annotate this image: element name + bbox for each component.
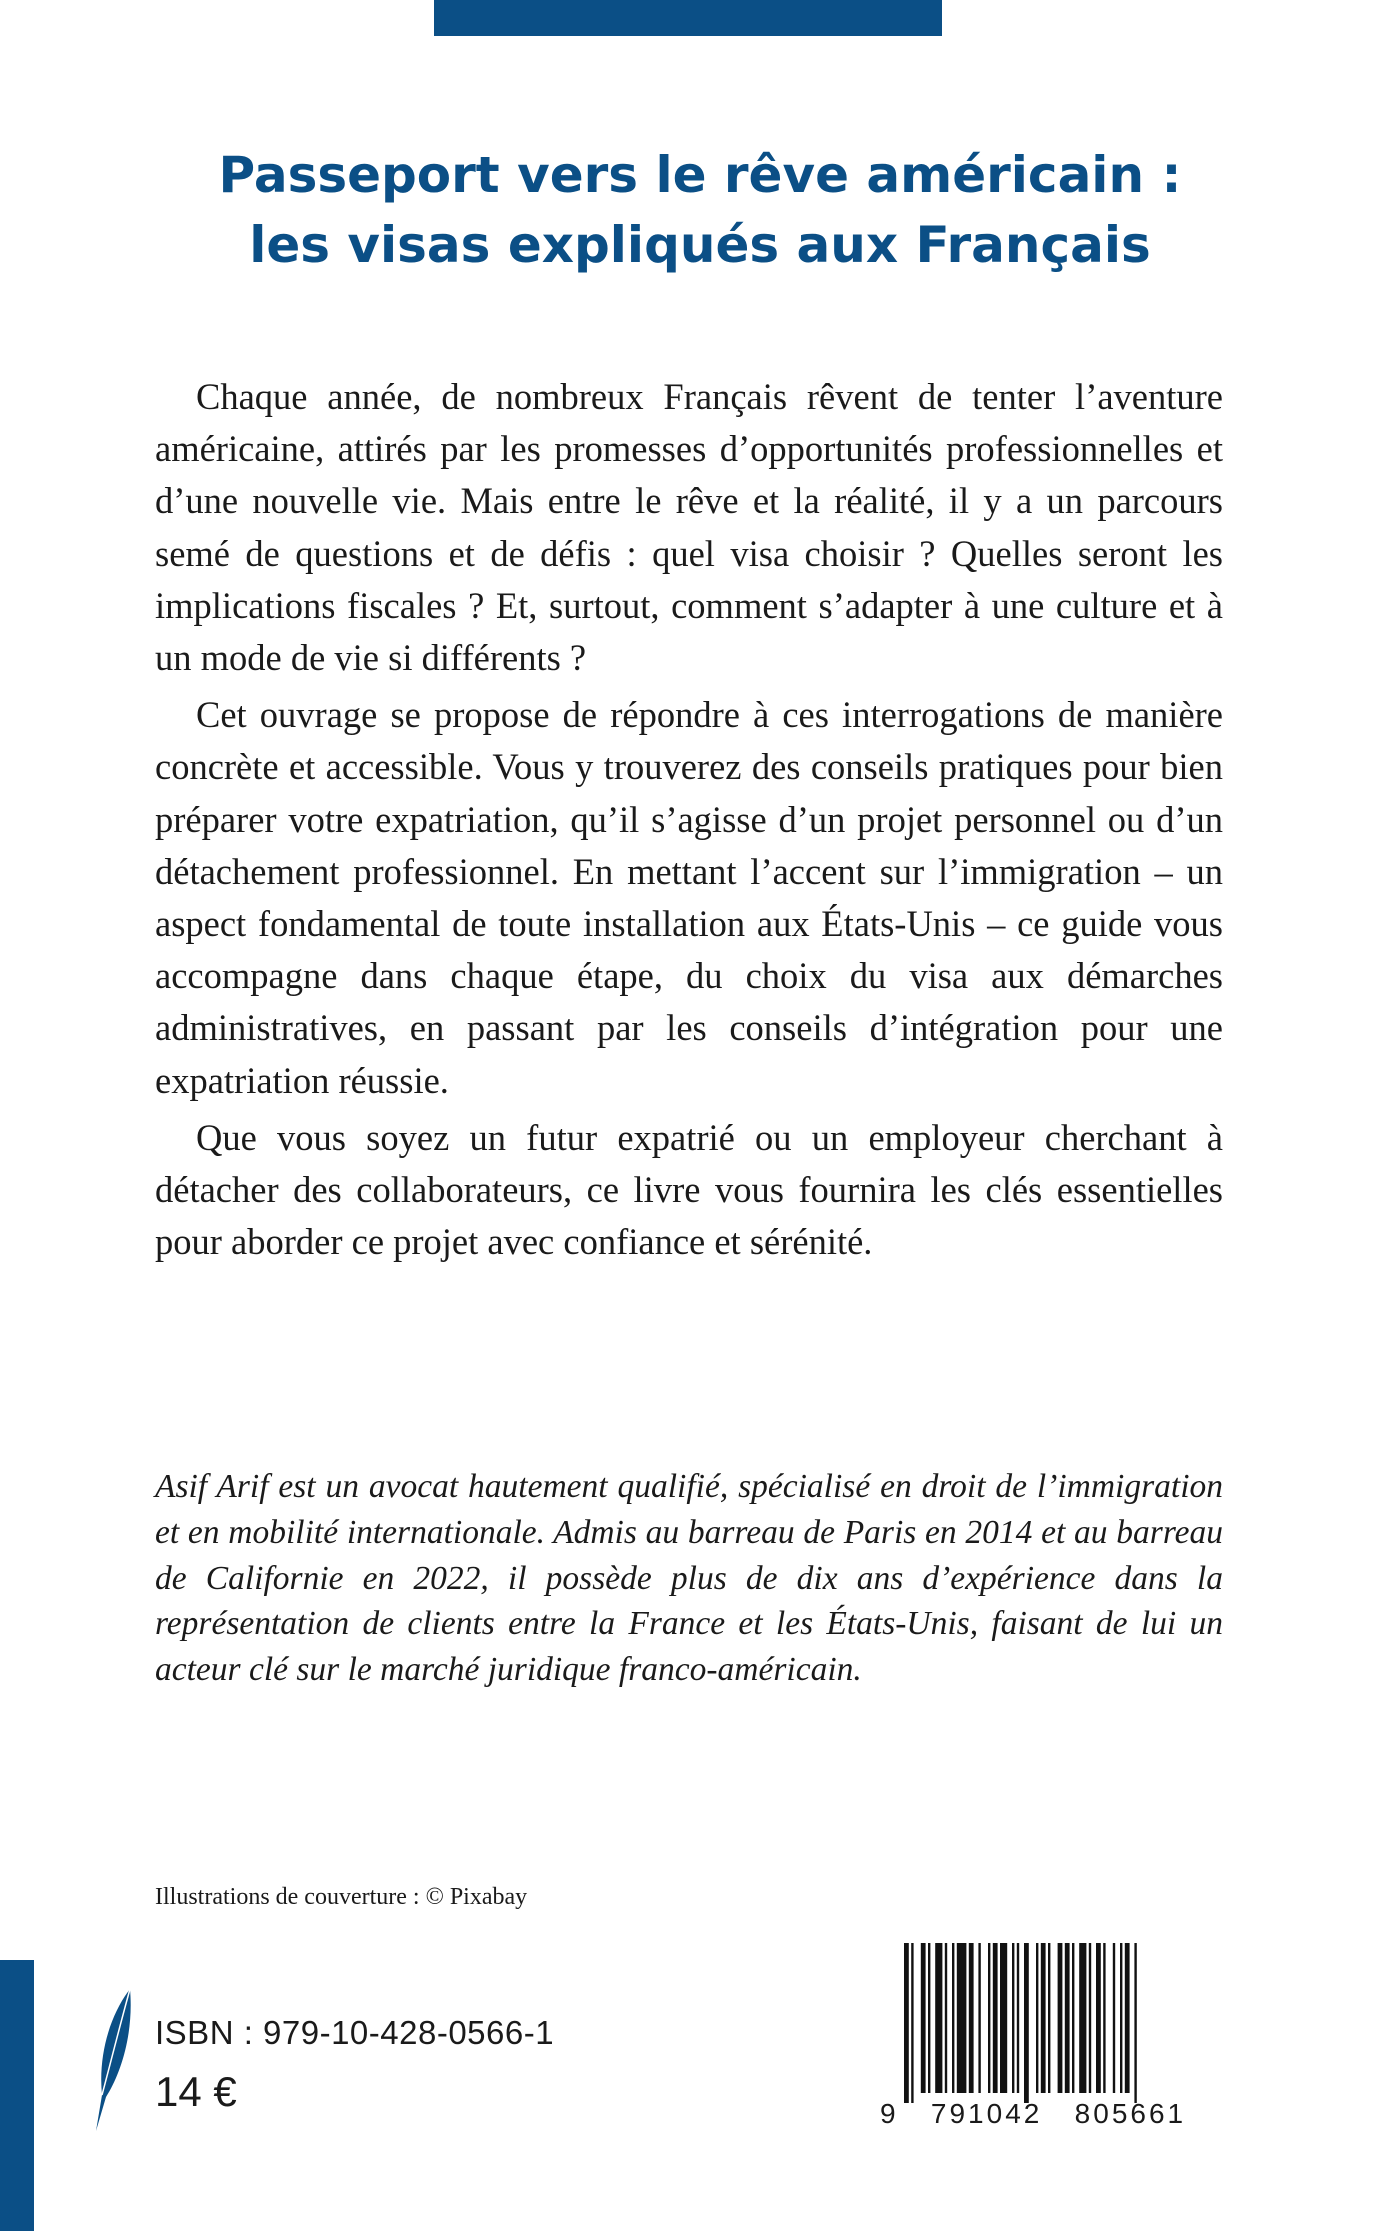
barcode-bar — [1065, 1943, 1070, 2093]
barcode-bar — [1120, 1943, 1122, 2093]
blurb-paragraph: Que vous soyez un futur expatrié ou un employeur cherchant à détacher des collaborateurs, ce livre vous fournira les clés essentielles pour aborder ce projet avec confiance et sérénité. — [155, 1116, 1223, 1263]
barcode-bar — [988, 1943, 990, 2093]
blurb-paragraph: Cet ouvrage se propose de répondre à ces interrogations de manière concrète et accessible. Vous y trouverez des conseils pratiques pour bien préparer votre expatriation, qu’il s’agisse d’un projet personnel ou d’un détachement professionnel. En mettant l’accent sur l’immigration – un aspect fondamental de toute installation aux États-Unis – ce guide vous accompagne dans chaque étape, du choix du visa aux démarches administratives, en passant par les conseils d’intégration pour une expatriation réussie. — [155, 694, 1223, 1101]
barcode-bar — [1134, 1943, 1136, 2103]
barcode-bar — [1036, 1943, 1038, 2093]
barcode-bar — [1017, 1943, 1019, 2093]
barcode-bar — [1125, 1943, 1130, 2093]
title-line-2: les visas expliqués aux Français — [249, 216, 1151, 274]
barcode-digits: 9 791042 805661 — [880, 2098, 1187, 2129]
barcode-bar — [1072, 1943, 1074, 2093]
book-title — [120, 140, 1280, 280]
price: 14 € — [155, 2068, 237, 2115]
barcode-bar — [1103, 1943, 1105, 2093]
barcode-bar — [1079, 1943, 1086, 2093]
barcode-bar — [1096, 1943, 1101, 2093]
barcode-bar — [952, 1943, 954, 2093]
barcode-bar — [969, 1943, 974, 2093]
barcode-bar — [1048, 1943, 1050, 2093]
barcode-bar — [945, 1943, 947, 2093]
top-color-band — [434, 0, 942, 36]
barcode-bar — [1024, 1943, 1029, 2103]
barcode-bar — [928, 1943, 930, 2093]
back-cover-blurb — [155, 371, 1223, 1273]
side-color-band — [0, 1960, 34, 2231]
barcode-bar — [1041, 1943, 1046, 2093]
cover-credits: Illustrations de couverture : © Pixabay — [155, 1884, 528, 1910]
barcode-bar — [957, 1943, 967, 2093]
barcode-bar — [1089, 1943, 1091, 2093]
barcode-bar — [935, 1943, 942, 2093]
barcode — [900, 1943, 1210, 2103]
barcode-bar — [921, 1943, 926, 2093]
title-line-1: Passeport vers le rêve américain : — [218, 146, 1182, 204]
barcode-bar — [1113, 1943, 1115, 2093]
author-bio: Asif Arif est un avocat hautement qualifié, spécialisé en droit de l’immigration et en mobilité internationale. Admis au barreau de Paris en 2014 et au barreau de Californie en 2022, il possède plus de dix ans d’expérience dans la représentation de clients entre la France et les États-Unis, faisant de lui un acteur clé sur le marché juridique franco-américain. — [155, 1468, 1223, 1689]
blurb-paragraph: Chaque année, de nombreux Français rêvent de tenter l’aventure américaine, attirés par les promesses d’opportunités professionnelles et d’une nouvelle vie. Mais entre le rêve et la réalité, il y a un parcours semé de questions et de défis : quel visa choisir ? Quelles seront les implications fiscales ? Et, surtout, comment s’adapter à une culture et à un mode de vie si différents ? — [155, 376, 1223, 679]
barcode-bar — [1000, 1943, 1007, 2093]
barcode-bar — [911, 1943, 913, 2103]
isbn-number: ISBN : 979-10-428-0566-1 — [155, 2014, 555, 2051]
barcode-bar — [904, 1943, 909, 2103]
barcode-bar — [1012, 1943, 1014, 2093]
barcode-bar — [993, 1943, 998, 2093]
barcode-bar — [1058, 1943, 1063, 2093]
barcode-bar — [978, 1943, 980, 2093]
quill-feather-icon — [90, 1985, 138, 2135]
